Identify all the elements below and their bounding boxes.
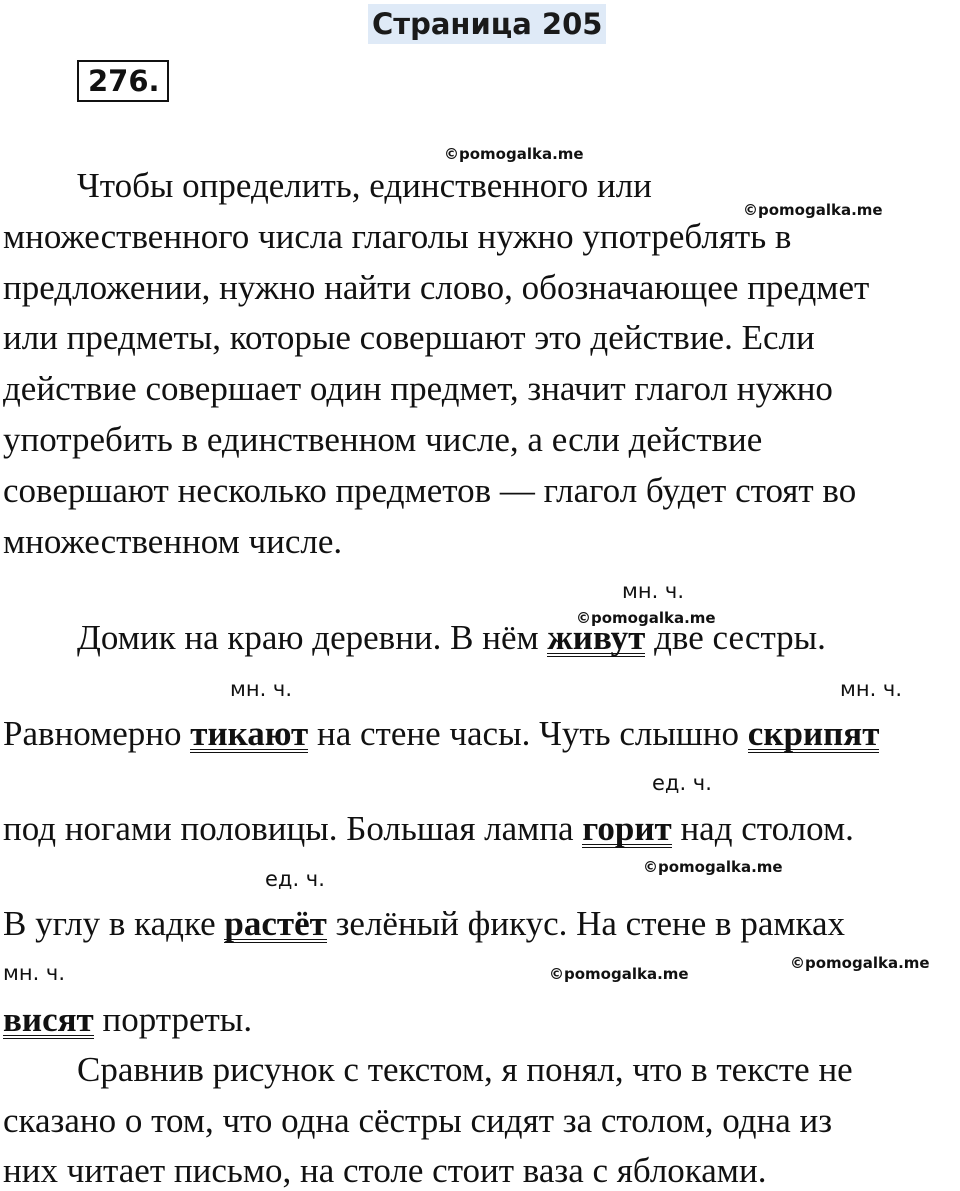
intro-line: совершают несколько предметов — глагол будет стоят во [3, 471, 857, 510]
number-label: ед. ч. [265, 867, 325, 891]
number-label: мн. ч. [230, 677, 293, 701]
intro-line: множественном числе. [3, 522, 343, 561]
watermark: ©pomogalka.me [549, 965, 689, 983]
watermark: ©pomogalka.me [444, 145, 584, 163]
watermark: ©pomogalka.me [743, 201, 883, 219]
intro-line: Чтобы определить, единственного или [77, 166, 652, 205]
number-label: мн. ч. [622, 579, 685, 603]
intro-line: или предметы, которые совершают это действие. Если [3, 318, 815, 357]
conclusion-line: сказано о том, что одна сёстры сидят за столом, одна из [3, 1101, 833, 1140]
number-label: мн. ч. [3, 961, 66, 985]
text-line: В углу в кадке растёт зелёный фикус. На стене в рамках [3, 904, 846, 943]
number-label: мн. ч. [840, 677, 903, 701]
conclusion-line: Сравнив рисунок с текстом, я понял, что в тексте не [77, 1050, 853, 1089]
text-line: Домик на краю деревни. В нём живут две сестры. [77, 618, 826, 657]
verb-underlined: скрипят [747, 714, 880, 753]
text-line: под ногами половицы. Большая лампа горит над столом. [3, 809, 854, 848]
intro-line: употребить в единственном числе, а если действие [3, 420, 763, 459]
verb-underlined: живут [547, 618, 646, 657]
text-line: висят портреты. [3, 1000, 253, 1039]
page-title: Страница 205 [368, 4, 606, 44]
verb-underlined: висят [3, 1000, 94, 1039]
task-number: 276. [77, 60, 169, 102]
verb-underlined: горит [582, 809, 672, 848]
watermark: ©pomogalka.me [790, 954, 930, 972]
number-label: ед. ч. [652, 771, 712, 795]
verb-underlined: растёт [224, 904, 327, 943]
watermark: ©pomogalka.me [643, 858, 783, 876]
intro-line: множественного числа глаголы нужно употреблять в [3, 217, 792, 256]
conclusion-line: них читает письмо, на столе стоит ваза с яблоками. [3, 1151, 767, 1190]
verb-underlined: тикают [190, 714, 309, 753]
watermark: ©pomogalka.me [576, 609, 716, 627]
text-line: Равномерно тикают на стене часы. Чуть слышно скрипят [3, 714, 880, 753]
intro-line: действие совершает один предмет, значит глагол нужно [3, 369, 833, 408]
intro-line: предложении, нужно найти слово, обозначающее предмет [3, 268, 870, 307]
